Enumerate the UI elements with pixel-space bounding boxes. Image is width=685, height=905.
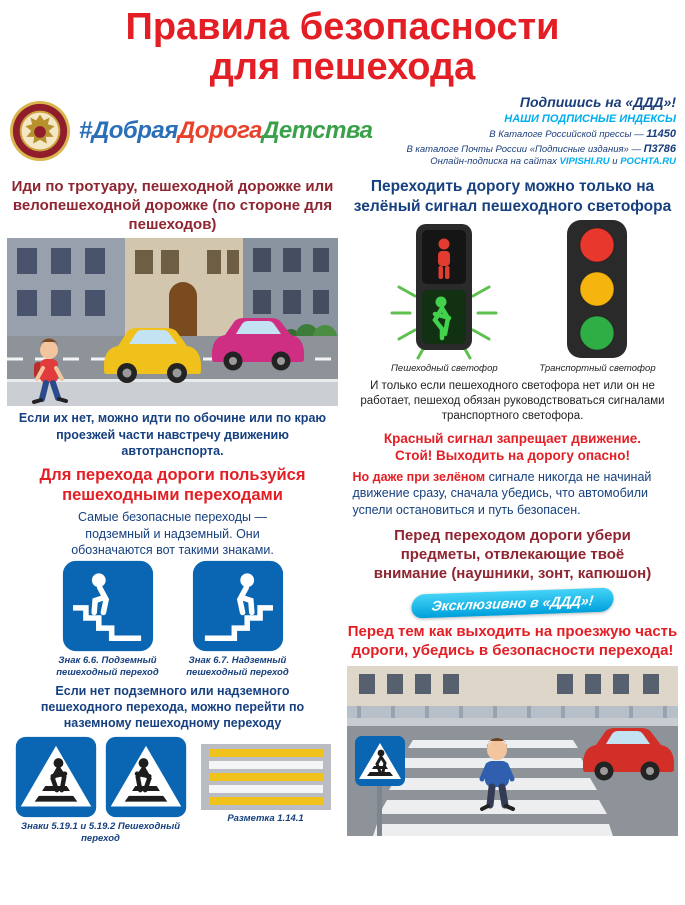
subscribe-online: Онлайн-подписка на сайтах VIPISHI.RU и POCHTA.RU xyxy=(430,156,676,168)
underground-signs-row xyxy=(53,560,293,679)
post-index: П3786 xyxy=(643,142,676,155)
hashtag-word1: Добрая xyxy=(91,117,178,145)
sign-6-6-underground-crossing-icon xyxy=(62,560,154,652)
transport-traffic-light-icon xyxy=(542,218,652,360)
sign-6-7-caption: Знак 6.7. Надземный пешеходный переход xyxy=(186,655,289,679)
rule-text-green-caution-rest: сигнале никогда не начинай движение сразу, сначала убедись, что автомобили успели остановиться и путь безопасен. xyxy=(352,469,652,517)
street-scene-illustration xyxy=(7,238,338,406)
marking-figure xyxy=(201,736,331,825)
rule-text-green-caution-lead: Но даже при зелёном xyxy=(352,469,486,484)
rule-heading-crossings: Для перехода дороги пользуйся пешеходными переходами xyxy=(39,466,306,505)
right-column xyxy=(347,177,678,844)
subscribe-indexes-title: НАШИ ПОДПИСНЫЕ ИНДЕКСЫ xyxy=(504,112,676,125)
subscribe-call: Подпишись на «ДДД»! xyxy=(519,94,676,111)
site-vipishi-link[interactable]: VIPISHI.RU xyxy=(559,156,610,168)
rule-text-green-caution xyxy=(353,469,673,519)
rule-heading-check-safety: Перед тем как выходить на проезжую часть дороги, убедись в безопасности перехода! xyxy=(347,623,678,659)
crossing-signs-row xyxy=(15,736,331,845)
content-columns xyxy=(7,177,678,844)
pedestrian-light-figure xyxy=(369,218,519,375)
rule-heading-sidewalk: Иди по тротуару, пешеходной дорожке или велопешеходной дорожке (по стороне для пешеходов) xyxy=(11,178,334,234)
sign-6-6-figure xyxy=(53,560,163,679)
sign-6-7-overground-crossing-icon xyxy=(192,560,284,652)
left-column xyxy=(7,177,338,844)
rule-text-safest-crossings: Самые безопасные переходы — подземный и надземный. Они обозначаются вот такими знаками. xyxy=(71,510,274,557)
header xyxy=(9,93,676,169)
page-title xyxy=(7,8,678,87)
subscribe-post-catalog: В каталоге Почты России «Подписные издания» — П3786 xyxy=(406,142,676,155)
traffic-police-emblem-icon xyxy=(9,100,71,162)
traffic-lights-row xyxy=(369,218,655,375)
hashtag-hash: # xyxy=(79,117,92,145)
sign-5-19-1-crossing-icon xyxy=(15,736,97,818)
rule-heading-distractions: Перед переходом дороги убери предметы, отвлекающие твоё внимание (наушники, зонт, капюшон) xyxy=(373,527,652,583)
pedestrian-light-caption: Пешеходный светофор xyxy=(391,363,498,375)
signs-5-19-caption: Знаки 5.19.1 и 5.19.2 Пешеходный переход xyxy=(20,820,181,844)
rule-text-no-ped-light: И только если пешеходного светофора нет или он не работает, пешеход обязан руководствоваться сигналами транспортного светофора. xyxy=(360,379,665,422)
rule-text-red-signal: Красный сигнал запрещает движение. xyxy=(383,430,642,446)
rule-text-no-sidewalk: Если их нет, можно идти по обочине или по краю проезжей части навстречу движению автотранспорта. xyxy=(18,411,327,458)
pedestrian-traffic-light-icon xyxy=(369,218,519,360)
sign-6-7-figure xyxy=(183,560,293,679)
site-pochta-link[interactable]: POCHTA.RU xyxy=(620,156,676,168)
rule-heading-green-signal: Переходить дорогу можно только на зелёный сигнал пешеходного светофора xyxy=(353,178,672,215)
exclusive-badge: Эксклюзивно в «ДДД»! xyxy=(410,588,615,619)
hashtag-brand xyxy=(79,117,372,145)
signs-5-19-figure xyxy=(15,736,187,845)
rule-text-ground-crossing: Если нет подземного или надземного пешеходного перехода, можно перейти по наземному пешеходному переходу xyxy=(40,683,305,731)
page-title-line2: для пешехода xyxy=(209,45,476,88)
zebra-marking-icon xyxy=(201,744,331,810)
crossing-scene-illustration xyxy=(347,666,678,836)
sign-6-6-caption: Знак 6.6. Подземный пешеходный переход xyxy=(56,655,159,679)
subscription-info xyxy=(404,93,676,169)
transport-light-caption: Транспортный светофор xyxy=(539,363,656,375)
subscribe-press-catalog: В Каталоге Российской прессы — 11450 xyxy=(489,127,676,140)
page-title-line1: Правила безопасности xyxy=(125,6,560,48)
hashtag-word2: Дорога xyxy=(177,117,263,145)
marking-caption: Разметка 1.14.1 xyxy=(227,812,304,824)
hashtag-word3: Детства xyxy=(262,117,373,145)
rule-text-stop: Стой! Выходить на дорогу опасно! xyxy=(395,448,630,464)
press-index: 11450 xyxy=(646,127,676,140)
sign-5-19-2-crossing-icon xyxy=(105,736,187,818)
transport-light-figure xyxy=(539,218,655,375)
